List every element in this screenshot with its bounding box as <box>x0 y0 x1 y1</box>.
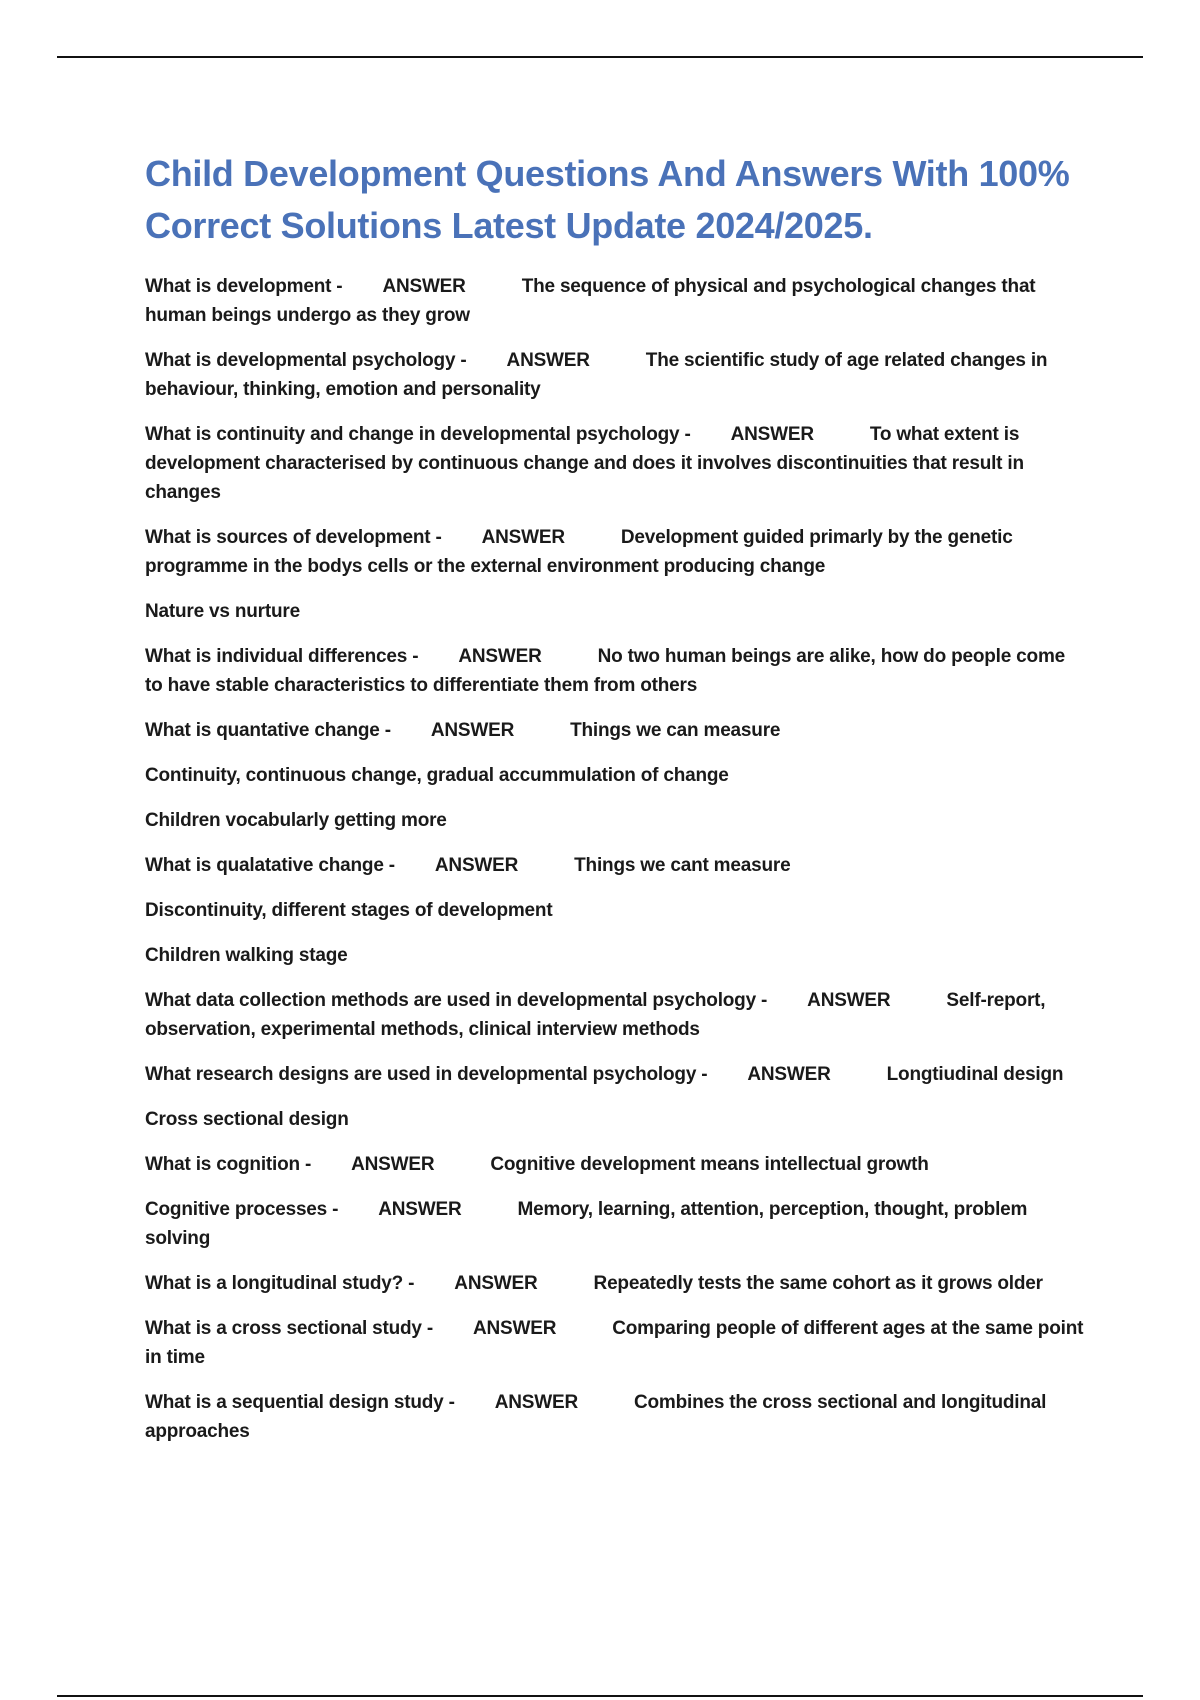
note-line: Children vocabularly getting more <box>145 810 447 831</box>
question-text: What is a sequential design study - <box>145 1392 455 1413</box>
question-text: What is sources of development - <box>145 527 442 548</box>
question-text: What data collection methods are used in developmental psychology - <box>145 990 768 1011</box>
answer-text: Memory, learning, attention, perception, thought, problem solving <box>145 1199 1028 1249</box>
qa-entry <box>145 1150 1085 1179</box>
qa-entry <box>145 1388 1085 1446</box>
qa-entry <box>145 1269 1085 1298</box>
question-text: Cognitive processes - <box>145 1199 339 1220</box>
note-line: Continuity, continuous change, gradual accummulation of change <box>145 765 729 786</box>
answer-text: Things we cant measure <box>574 855 791 876</box>
qa-entry <box>145 272 1085 330</box>
document-body <box>145 148 1085 1462</box>
answer-label: ANSWER <box>747 1064 831 1085</box>
qa-entry <box>145 1314 1085 1372</box>
answer-text: Repeatedly tests the same cohort as it grows older <box>593 1273 1043 1294</box>
document-title: Child Development Questions And Answers With 100% Correct Solutions Latest Update 2024/2025. <box>145 153 1070 246</box>
answer-text: Combines the cross sectional and longitudinal approaches <box>145 1392 1047 1442</box>
answer-text: To what extent is development characterised by continuous change and does it involves discontinuities that result in changes <box>145 424 1024 503</box>
answer-text: The scientific study of age related changes in behaviour, thinking, emotion and personality <box>145 350 1048 400</box>
answer-text: Development guided primarly by the genetic programme in the bodys cells or the external environment producing change <box>145 527 1013 577</box>
answer-label: ANSWER <box>454 1273 538 1294</box>
answer-text: No two human beings are alike, how do people come to have stable characteristics to differentiate them from others <box>145 646 1066 696</box>
answer-label: ANSWER <box>430 720 515 741</box>
question-text: What is individual differences - <box>145 646 419 667</box>
answer-label: ANSWER <box>458 646 542 667</box>
answer-text: Things we can measure <box>570 720 781 741</box>
answer-label: ANSWER <box>382 276 466 297</box>
question-text: What is developmental psychology - <box>145 350 467 371</box>
note-line: Discontinuity, different stages of development <box>145 900 553 921</box>
answer-label: ANSWER <box>434 855 519 876</box>
question-text: What is cognition - <box>145 1154 312 1175</box>
question-text: What is a cross sectional study - <box>145 1318 433 1339</box>
question-text: What research designs are used in developmental psychology - <box>145 1064 708 1085</box>
bottom-rule <box>57 1695 1143 1697</box>
answer-text: The sequence of physical and psychological changes that human beings undergo as they grow <box>145 276 1036 326</box>
top-rule <box>57 56 1143 58</box>
answer-text: Longtiudinal design <box>886 1064 1064 1085</box>
qa-entry <box>145 716 1085 745</box>
qa-entry <box>145 1195 1085 1253</box>
question-text: What is development - <box>145 276 343 297</box>
answer-text: Cognitive development means intellectual growth <box>490 1154 929 1175</box>
note-line: Nature vs nurture <box>145 601 300 622</box>
answer-label: ANSWER <box>494 1392 578 1413</box>
qa-entry <box>145 1060 1085 1089</box>
answer-label: ANSWER <box>472 1318 557 1339</box>
question-text: What is a longitudinal study? - <box>145 1273 415 1294</box>
answer-label: ANSWER <box>378 1199 462 1220</box>
answer-text: Self-report, observation, experimental methods, clinical interview methods <box>145 990 1046 1040</box>
answer-label: ANSWER <box>351 1154 435 1175</box>
answer-text: Comparing people of different ages at the same point in time <box>145 1318 1084 1368</box>
question-text: What is continuity and change in developmental psychology - <box>145 424 691 445</box>
note-line: Cross sectional design <box>145 1109 349 1130</box>
answer-label: ANSWER <box>506 350 590 371</box>
note-line: Children walking stage <box>145 945 348 966</box>
qa-entry <box>145 851 1085 880</box>
answer-label: ANSWER <box>730 424 814 445</box>
qa-entry <box>145 523 1085 581</box>
qa-entry <box>145 986 1085 1044</box>
answer-label: ANSWER <box>807 990 891 1011</box>
qa-entry <box>145 420 1085 507</box>
question-text: What is quantative change - <box>145 720 391 741</box>
question-text: What is qualatative change - <box>145 855 395 876</box>
qa-entry <box>145 642 1085 700</box>
answer-label: ANSWER <box>481 527 565 548</box>
qa-entry <box>145 346 1085 404</box>
